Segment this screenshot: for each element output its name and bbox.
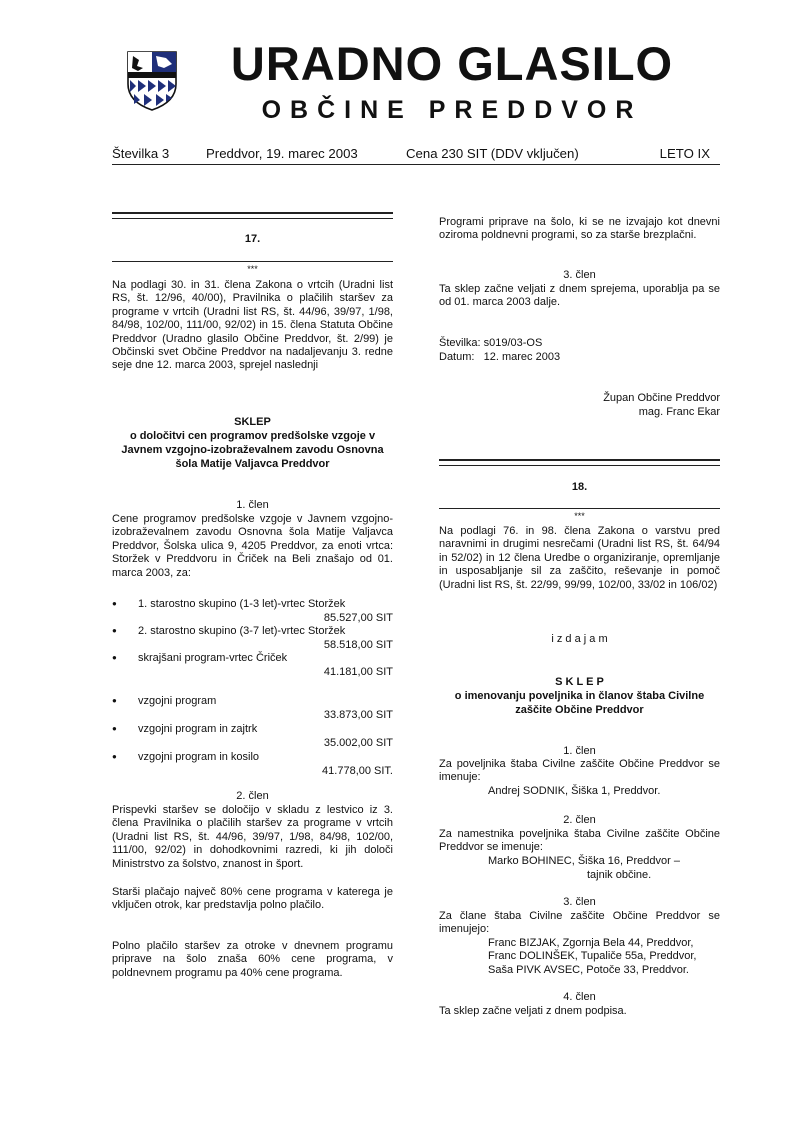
section-divider <box>439 459 720 466</box>
price-list-item <box>112 750 393 780</box>
article-text: Ta sklep začne veljati z dnem podpisa. <box>439 1005 627 1017</box>
bullet-icon: ● <box>112 599 117 608</box>
appointee-role: tajnik občine. <box>587 869 652 881</box>
price-item-value: 41.181,00 SIT <box>323 666 393 678</box>
article-text: Za namestnika poveljnika štaba Civilne zaščite Občine Preddvor se imenuje: <box>439 828 720 854</box>
article-text: Ta sklep začne veljati z dnem sprejema, uporablja pa se od 01. marca 2003 dalje. <box>439 283 720 309</box>
article-heading: 3. člen <box>563 896 596 908</box>
article-text: Starši plačajo največ 80% cene programa v katerega je vključen otrok, kar predstavlja polno plačilo. <box>112 886 393 912</box>
price-item-label: vzgojni program <box>138 695 217 707</box>
act-preamble: Na podlagi 30. in 31. člena Zakona o vrtcih (Uradni list RS, št. 12/96, 40/00), Pravilnika o plačilih staršev za programe v vrtcih (Uradni list RS, št. 44/96, 39/97, 1/98, 84/98, 102/00, 111/00, 92/02) in 15. člena Statuta Občine Preddvor (Uradno glasilo Občine Preddvor, št. 2/99) je Občinski svet Občine Preddvor na nadaljevanju 3. redne seje dne 12. marca 2003, sprejel naslednji <box>112 279 393 372</box>
decision-subtitle: o določitvi cen programov predšolske vzgoje v Javnem vzgojno-izobraževalnem zavodu Osnovna šola Matije Valjavca Preddvor <box>121 430 384 470</box>
article-heading: 2. člen <box>563 814 596 826</box>
separator-stars: *** <box>247 264 258 274</box>
price-item-value: 35.002,00 SIT <box>323 737 393 749</box>
bullet-icon: ● <box>112 724 117 733</box>
appointee-name: Andrej SODNIK, Šiška 1, Preddvor. <box>488 785 661 797</box>
article-text: Prispevki staršev se določijo v skladu z lestvico iz 3. člena Pravilnika o plačilih staršev za programe v vrtcih (Uradni list RS, št. 44/96, 39/97, 1/98, 84/98, 102/00, 111/00, 92/02) in dohodkovnimi razredi, ki jih določi Ministrstvo za šolstvo, znanost in šport. <box>112 804 393 870</box>
price-item-value: 33.873,00 SIT <box>323 709 393 721</box>
issue-price: Cena 230 SIT (DDV vključen) <box>406 146 579 161</box>
gazette-title: URADNO GLASILO <box>230 37 674 90</box>
appointee-name: Franc DOLINŠEK, Tupaliče 55a, Preddvor, <box>488 950 697 962</box>
issue-date: Preddvor, 19. marec 2003 <box>206 146 358 161</box>
gazette-subtitle: OBČINE PREDDVOR <box>261 96 643 124</box>
bullet-icon: ● <box>112 626 117 635</box>
bullet-icon: ● <box>112 752 117 761</box>
appointee-name: Franc BIZJAK, Zgornja Bela 44, Preddvor, <box>488 937 694 949</box>
article-heading: 4. člen <box>563 991 596 1003</box>
bullet-icon: ● <box>112 696 117 705</box>
price-item-value: 85.527,00 SIT <box>323 612 393 624</box>
issue-year: LETO IX <box>659 146 710 161</box>
price-list-item <box>112 694 393 724</box>
price-item-label: 2. starostno skupino (3-7 let)-vrtec Storžek <box>138 625 346 637</box>
divider <box>112 261 393 262</box>
article-text: Programi priprave na šolo, ki se ne izvajajo kot dnevni oziroma poldnevni programi, so za starše brezplačni. <box>439 216 720 242</box>
appointee-name: Saša PIVK AVSEC, Potoče 33, Preddvor. <box>488 964 689 976</box>
article-heading: 3. člen <box>563 269 596 281</box>
signatory-name: mag. Franc Ekar <box>638 406 720 418</box>
bullet-icon: ● <box>112 653 117 662</box>
document-number: Številka: s019/03-OS <box>439 337 543 349</box>
document-date: Datum: 12. marec 2003 <box>439 351 561 363</box>
act-verb: i z d a j a m <box>551 633 608 645</box>
article-text: Polno plačilo staršev za otroke v dnevnem programu priprave na šolo znaša 60% cene programa, v poldnevnem programu pa 40% cene programa. <box>112 940 393 979</box>
appointee-name: Marko BOHINEC, Šiška 16, Preddvor – <box>488 855 680 867</box>
price-list-item <box>112 597 393 627</box>
municipal-crest-icon <box>126 50 178 112</box>
article-text: Cene programov predšolske vzgoje v Javnem vzgojno-izobraževalnem zavodu Osnovna šola Matije Valjavca Preddvor, Šolska ulica 9, 4205 Preddvor, za enoti vrtca: Storžek v Preddvoru in Čriček na Beli znašajo od 01. marca 2003, za: <box>112 513 393 579</box>
price-list-item <box>112 624 393 654</box>
act-number: 17. <box>244 233 261 245</box>
article-heading: 2. člen <box>236 790 269 802</box>
price-item-value: 41.778,00 SIT. <box>322 765 393 777</box>
separator-stars: *** <box>574 511 585 521</box>
decision-title: S K L E P <box>555 676 604 688</box>
price-item-label: skrajšani program-vrtec Čriček <box>138 652 288 664</box>
decision-title: SKLEP <box>234 416 271 428</box>
price-item-label: 1. starostno skupino (1-3 let)-vrtec Storžek <box>138 598 346 610</box>
issue-number: Številka 3 <box>112 146 170 161</box>
act-number: 18. <box>571 481 588 493</box>
article-text: Za člane štaba Civilne zaščite Občine Preddvor se imenujejo: <box>439 910 720 936</box>
price-item-label: vzgojni program in zajtrk <box>138 723 258 735</box>
decision-subtitle: o imenovanju poveljnika in članov štaba Civilne zaščite Občine Preddvor <box>454 690 705 716</box>
article-heading: 1. člen <box>563 745 596 757</box>
signatory-title: Župan Občine Preddvor <box>603 392 720 404</box>
divider <box>439 508 720 509</box>
section-divider <box>112 212 393 219</box>
issue-meta-bar <box>112 146 720 165</box>
act-preamble: Na podlagi 76. in 98. člena Zakona o varstvu pred naravnimi in drugimi nesrečami (Uradni list RS, št. 64/94 in 52/02) in 12 člena Uredbe o organiziranje, opremljanje in usposabljanje sil za zaščito, reševanje in pomoč (Uradni list RS, št. 22/99, 99/99, 102/00, 33/02 in 106/02) <box>439 525 720 591</box>
price-item-value: 58.518,00 SIT <box>323 639 393 651</box>
article-heading: 1. člen <box>236 499 269 511</box>
price-list-item <box>112 651 393 681</box>
article-text: Za poveljnika štaba Civilne zaščite Občine Preddvor se imenuje: <box>439 758 720 784</box>
price-list-item <box>112 722 393 752</box>
price-item-label: vzgojni program in kosilo <box>138 751 260 763</box>
